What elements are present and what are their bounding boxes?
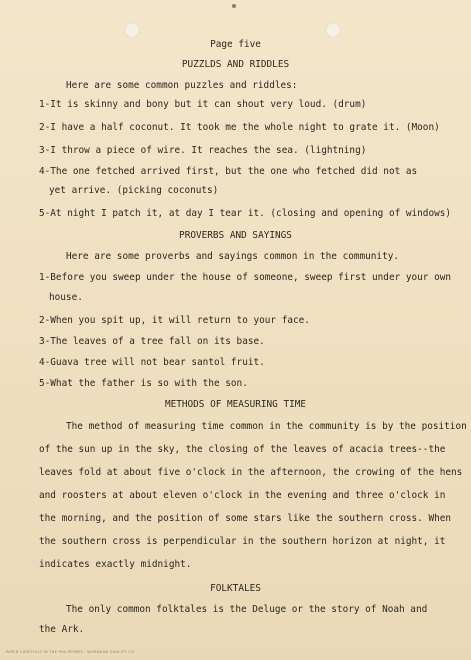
paragraph-line: the southern cross is perpendicular in the southern horizon at night, it — [39, 536, 446, 547]
proverb-item: 5-What the father is so with the son. — [39, 378, 248, 389]
section-heading-puzzles: PUZZLDS AND RIDDLES — [181, 59, 290, 70]
puzzles-intro: Here are some common puzzles and riddles: — [66, 80, 298, 91]
proverb-item-continuation: house. — [49, 292, 83, 303]
binder-hole-right — [325, 22, 341, 38]
proverb-item: 1-Before you sweep under the house of someone, sweep first under your own — [39, 272, 452, 283]
paragraph-line: the Ark. — [39, 624, 85, 635]
riddle-item-continuation: yet arrive. (picking coconuts) — [49, 185, 219, 196]
riddle-item: 1-It is skinny and bony but it can shout very loud. (drum) — [39, 99, 367, 110]
page-number-heading: Page five — [210, 39, 261, 50]
riddle-item: 5-At night I patch it, at day I tear it. (closing and opening of windows) — [39, 208, 452, 219]
paragraph-line: of the sun up in the sky, the closing of the leaves of acacia trees--the — [39, 444, 446, 455]
riddle-item: 3-I throw a piece of wire. It reaches the sea. (lightning) — [39, 145, 367, 156]
paragraph-line: The method of measuring time common in the community is by the position — [66, 421, 467, 432]
paragraph-line: the morning, and the position of some stars like the southern cross. When — [39, 513, 452, 524]
proverbs-intro: Here are some proverbs and sayings common in the community. — [66, 251, 400, 262]
section-heading-folktales: FOLKTALES — [210, 583, 261, 594]
riddle-item: 4-The one fetched arrived first, but the one who fetched did not as — [39, 166, 418, 177]
paragraph-line: The only common folktales is the Deluge or the story of Noah and — [66, 604, 428, 615]
proverb-item: 3-The leaves of a tree fall on its base. — [39, 336, 265, 347]
staple-pin — [232, 4, 236, 8]
binder-hole-left — [124, 22, 140, 38]
proverb-item: 4-Guava tree will not bear santol fruit. — [39, 357, 265, 368]
proverb-item: 2-When you spit up, it will return to your face. — [39, 315, 310, 326]
paragraph-line: and roosters at about eleven o'clock in the evening and three o'clock in — [39, 490, 446, 501]
paper-manufacturer-footer: PAPER CAREFULLY IN THE PHILIPPINES . WORKMAN QUALITY CO. — [6, 650, 136, 654]
riddle-item: 2-I have a half coconut. It took me the whole night to grate it. (Moon) — [39, 122, 440, 133]
section-heading-proverbs: PROVERBS AND SAYINGS — [179, 230, 292, 241]
paragraph-line: leaves fold at about five o'clock in the afternoon, the crowing of the hens — [39, 467, 463, 478]
section-heading-measuring-time: METHODS OF MEASURING TIME — [164, 399, 307, 410]
paragraph-line: indicates exactly midnight. — [39, 559, 192, 570]
